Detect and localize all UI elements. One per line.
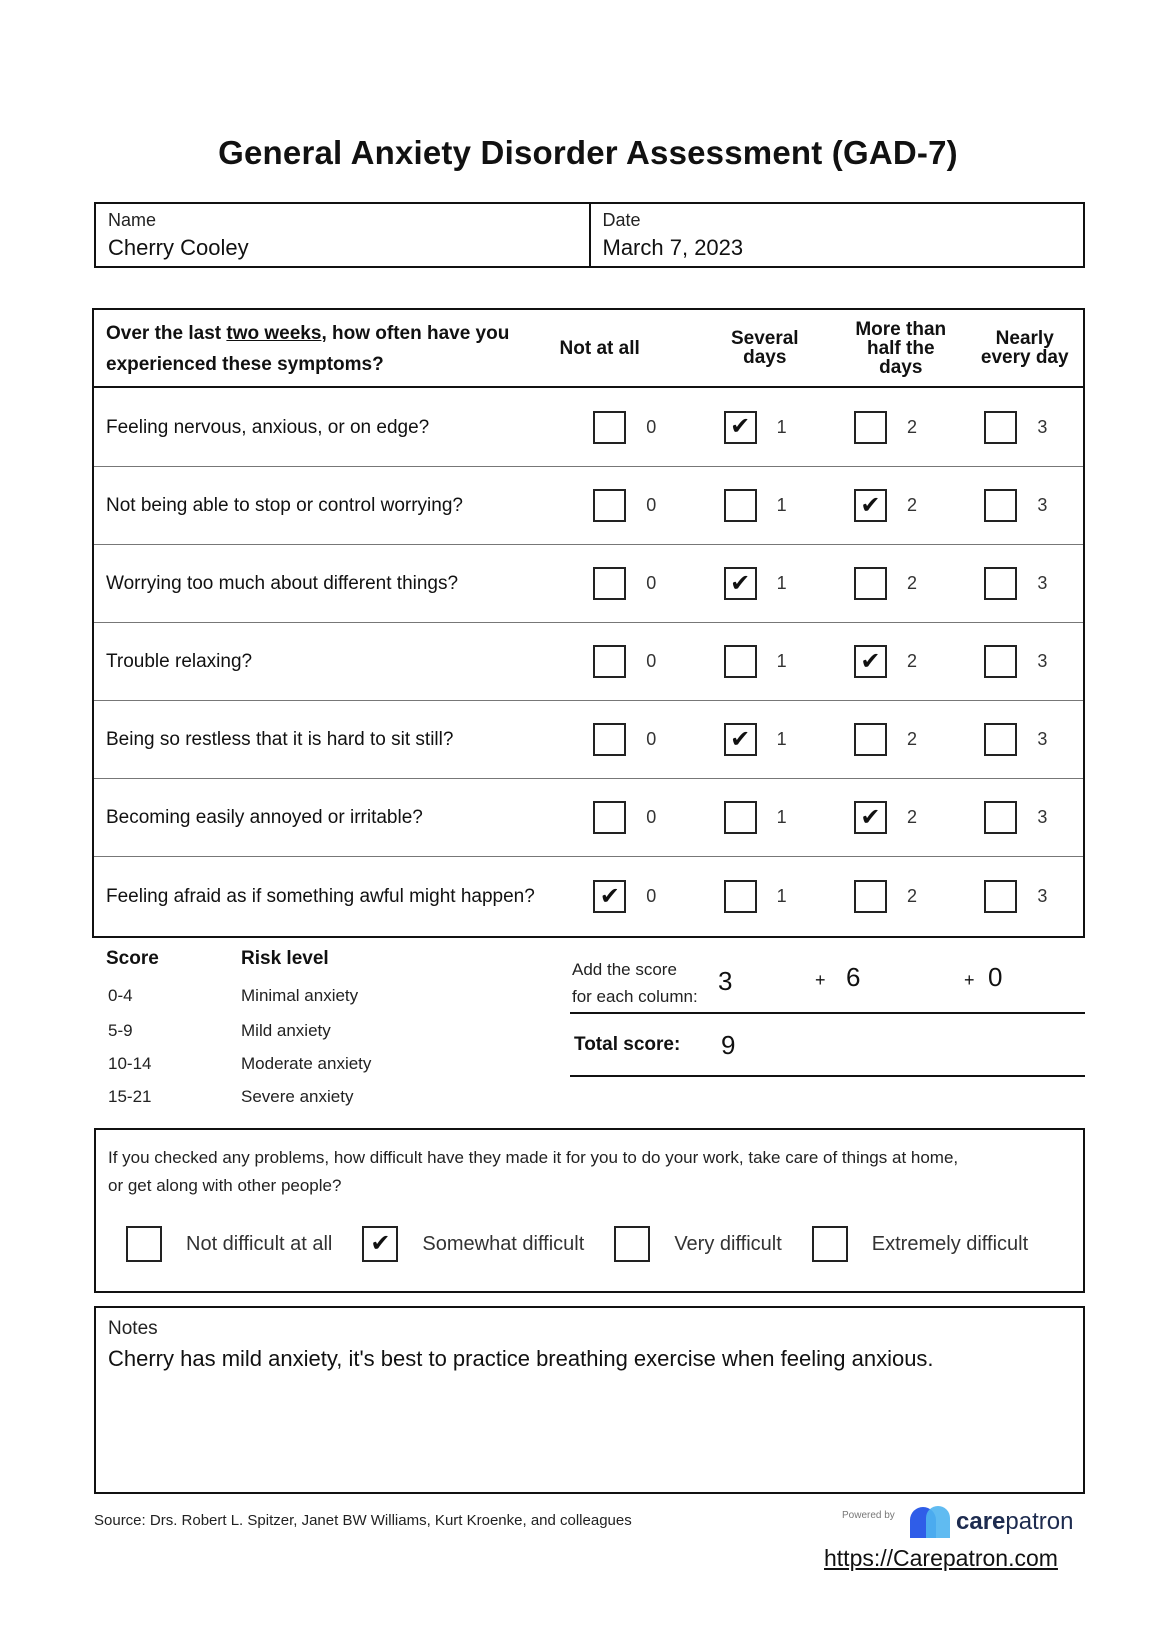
- answer-option[interactable]: [953, 467, 1083, 544]
- date-label: Date: [602, 210, 641, 230]
- brand-regular: patron: [1005, 1508, 1074, 1535]
- answer-option[interactable]: [953, 701, 1083, 778]
- risk-level: Mild anxiety: [241, 1021, 331, 1040]
- checkbox[interactable]: [724, 645, 757, 678]
- option-score: 3: [1037, 495, 1048, 515]
- checkbox[interactable]: [854, 411, 887, 444]
- plus-sign: +: [964, 970, 975, 990]
- table-row: [94, 700, 1083, 778]
- date-value: March 7, 2023: [602, 235, 744, 260]
- carepatron-wordmark: [956, 1508, 1073, 1536]
- checked-checkbox[interactable]: [724, 723, 757, 756]
- answer-option[interactable]: [692, 701, 822, 778]
- carepatron-link[interactable]: https://Carepatron.com: [824, 1545, 1058, 1571]
- date-field[interactable]: [589, 204, 1084, 266]
- risk-level: Moderate anxiety: [241, 1054, 372, 1073]
- option-score: 3: [1037, 886, 1048, 906]
- difficulty-option[interactable]: [362, 1226, 584, 1262]
- checked-checkbox[interactable]: [593, 880, 626, 913]
- option-score: 2: [906, 807, 917, 827]
- checkbox[interactable]: [593, 567, 626, 600]
- answer-option[interactable]: [822, 623, 952, 700]
- brand-bold: care: [956, 1508, 1006, 1535]
- score-range: 0-4: [108, 986, 133, 1005]
- checkbox[interactable]: [984, 801, 1017, 834]
- option-score: 0: [646, 573, 657, 593]
- question-text: Feeling nervous, anxious, or on edge?: [106, 416, 430, 438]
- checkmark-icon: ✔: [860, 491, 881, 519]
- answer-option[interactable]: [822, 779, 952, 856]
- answer-option[interactable]: [822, 701, 952, 778]
- difficulty-option-label: Very difficult: [674, 1232, 782, 1255]
- score-header: Score: [106, 948, 159, 969]
- notes-label: Notes: [108, 1318, 158, 1339]
- question-text: Not being able to stop or control worrying?: [106, 495, 463, 516]
- risk-level: Minimal anxiety: [241, 986, 359, 1005]
- checked-checkbox[interactable]: [854, 801, 887, 834]
- answer-option[interactable]: [953, 388, 1083, 466]
- question-text: Trouble relaxing?: [106, 651, 253, 672]
- source-citation: Source: Drs. Robert L. Spitzer, Janet BW Williams, Kurt Kroenke, and colleagues: [94, 1512, 632, 1529]
- answer-option[interactable]: [562, 388, 692, 466]
- table-row: [94, 778, 1083, 856]
- table-header: [94, 310, 1083, 388]
- score-range: 15-21: [108, 1087, 152, 1106]
- question-text: Becoming easily annoyed or irritable?: [106, 807, 423, 828]
- answer-option[interactable]: [692, 857, 822, 936]
- option-score: 2: [906, 573, 917, 593]
- checkbox[interactable]: [984, 567, 1017, 600]
- powered-by-label: Powered by: [842, 1510, 895, 1521]
- checkbox[interactable]: [812, 1226, 848, 1262]
- checked-checkbox[interactable]: [854, 645, 887, 678]
- checkbox[interactable]: [614, 1226, 650, 1262]
- col-header-several-days: Several days: [730, 328, 799, 368]
- name-field[interactable]: [96, 204, 589, 266]
- answer-option[interactable]: [562, 467, 692, 544]
- option-score: 3: [1037, 651, 1048, 671]
- option-score: 3: [1037, 807, 1048, 827]
- score-range: 5-9: [108, 1021, 133, 1040]
- checkbox[interactable]: [984, 489, 1017, 522]
- answer-option[interactable]: [692, 779, 822, 856]
- question-text: Worrying too much about different things?: [106, 573, 459, 594]
- notes-text[interactable]: Cherry has mild anxiety, it's best to practice breathing exercise when feeling anxious.: [108, 1346, 934, 1371]
- checkbox[interactable]: [593, 801, 626, 834]
- checkmark-icon: ✔: [599, 882, 620, 910]
- patient-info: [94, 202, 1085, 268]
- answer-option[interactable]: [692, 467, 822, 544]
- checkmark-icon: ✔: [860, 647, 881, 675]
- answer-option[interactable]: [822, 545, 952, 622]
- option-score: 1: [776, 651, 787, 671]
- option-score: 0: [646, 651, 657, 671]
- prompt-suffix: , how often have you experienced these symptoms?: [106, 323, 510, 375]
- option-score: 0: [646, 416, 657, 437]
- checkbox[interactable]: [593, 489, 626, 522]
- option-score: 2: [906, 729, 917, 749]
- column-sum-3[interactable]: 0: [988, 962, 1003, 992]
- total-score-value[interactable]: 9: [721, 1030, 736, 1060]
- col-header-more-than-half: More than half the days: [855, 318, 947, 378]
- answer-option[interactable]: [822, 467, 952, 544]
- total-score-label: Total score:: [574, 1034, 681, 1055]
- option-score: 3: [1037, 573, 1048, 593]
- checkmark-icon: ✔: [860, 803, 881, 831]
- plus-sign: +: [815, 970, 826, 990]
- checkbox[interactable]: [984, 411, 1017, 444]
- question-prompt: [94, 310, 535, 386]
- checkbox[interactable]: [984, 880, 1017, 913]
- checkmark-icon: ✔: [730, 725, 751, 753]
- checkbox[interactable]: [593, 411, 626, 444]
- carepatron-logo-icon: [906, 1506, 954, 1538]
- option-score: 2: [906, 651, 917, 671]
- answer-option[interactable]: [562, 623, 692, 700]
- option-score: 1: [776, 573, 787, 593]
- difficulty-options: [126, 1226, 1058, 1262]
- answer-option[interactable]: [692, 388, 822, 466]
- checkbox[interactable]: [724, 801, 757, 834]
- answer-option[interactable]: [822, 857, 952, 936]
- option-score: 3: [1037, 729, 1048, 749]
- answer-option[interactable]: [562, 857, 692, 936]
- answer-option[interactable]: [562, 545, 692, 622]
- option-score: 2: [906, 416, 917, 437]
- option-score: 1: [776, 729, 787, 749]
- checkbox[interactable]: [724, 489, 757, 522]
- answer-option[interactable]: [692, 545, 822, 622]
- add-label-line1: Add the score: [572, 960, 677, 979]
- option-score: 1: [776, 886, 787, 906]
- option-score: 0: [646, 495, 657, 515]
- question-text: Being so restless that it is hard to sit still?: [106, 729, 454, 750]
- option-score: 0: [646, 807, 657, 827]
- name-value: Cherry Cooley: [108, 235, 249, 260]
- prompt-prefix: Over the last: [106, 323, 227, 344]
- col-header-not-at-all: Not at all: [559, 337, 640, 359]
- table-body: [94, 388, 1083, 936]
- notes-section[interactable]: [94, 1306, 1085, 1494]
- option-score: 3: [1037, 416, 1048, 437]
- answer-option[interactable]: [953, 779, 1083, 856]
- difficulty-question: [108, 1144, 958, 1200]
- option-score: 0: [646, 886, 657, 906]
- prompt-emphasis: two weeks: [226, 323, 322, 344]
- answer-option[interactable]: [953, 545, 1083, 622]
- checkmark-icon: ✔: [370, 1230, 391, 1257]
- checkbox[interactable]: [724, 880, 757, 913]
- answer-option[interactable]: [822, 388, 952, 466]
- difficulty-question-line1: If you checked any problems, how difficult have they made it for you to do your work, take care of things at home,: [108, 1148, 959, 1167]
- checked-checkbox[interactable]: [724, 567, 757, 600]
- checkbox[interactable]: [984, 645, 1017, 678]
- checkmark-icon: ✔: [730, 413, 751, 440]
- answer-option[interactable]: [692, 623, 822, 700]
- score-range: 10-14: [108, 1054, 152, 1073]
- column-sum-2[interactable]: 6: [846, 962, 861, 992]
- divider: [570, 1075, 1085, 1077]
- add-label-line2: for each column:: [572, 987, 698, 1006]
- checked-checkbox[interactable]: [362, 1226, 398, 1262]
- col-header-nearly-every-day: Nearly every day: [980, 328, 1069, 368]
- add-scores-label: [572, 956, 698, 1010]
- checkbox[interactable]: [126, 1226, 162, 1262]
- difficulty-question-line2: or get along with other people?: [108, 1176, 342, 1195]
- symptom-table: [92, 308, 1085, 938]
- answer-option[interactable]: [562, 701, 692, 778]
- difficulty-option[interactable]: [126, 1226, 332, 1262]
- answer-option[interactable]: [953, 623, 1083, 700]
- option-score: 1: [776, 495, 787, 515]
- risk-level: Severe anxiety: [241, 1087, 354, 1106]
- checkbox[interactable]: [984, 723, 1017, 756]
- option-score: 2: [906, 886, 917, 906]
- column-sum-1[interactable]: 3: [718, 966, 733, 996]
- option-score: 1: [776, 416, 787, 437]
- answer-option[interactable]: [953, 857, 1083, 936]
- option-score: 1: [776, 807, 787, 827]
- difficulty-option-label: Extremely difficult: [871, 1232, 1029, 1255]
- risk-header: Risk level: [241, 948, 329, 969]
- table-row: [94, 622, 1083, 700]
- option-score: 0: [646, 729, 657, 749]
- page-title: General Anxiety Disorder Assessment (GAD-7): [218, 134, 958, 171]
- checked-checkbox[interactable]: [724, 411, 757, 444]
- table-row: [94, 466, 1083, 544]
- name-label: Name: [108, 210, 157, 230]
- difficulty-option-label: Somewhat difficult: [422, 1232, 585, 1255]
- option-score: 2: [906, 495, 917, 515]
- table-row: [94, 856, 1083, 936]
- difficulty-option-label: Not difficult at all: [186, 1232, 333, 1255]
- checkbox[interactable]: [593, 723, 626, 756]
- question-text: Feeling afraid as if something awful might happen?: [106, 886, 535, 907]
- answer-option[interactable]: [562, 779, 692, 856]
- checkbox[interactable]: [854, 723, 887, 756]
- checkbox[interactable]: [854, 567, 887, 600]
- checkbox[interactable]: [854, 880, 887, 913]
- difficulty-section: [94, 1128, 1085, 1293]
- table-row: [94, 388, 1083, 466]
- checked-checkbox[interactable]: [854, 489, 887, 522]
- divider: [570, 1012, 1085, 1014]
- difficulty-option[interactable]: [812, 1226, 1028, 1262]
- difficulty-option[interactable]: [614, 1226, 781, 1262]
- table-row: [94, 544, 1083, 622]
- checkbox[interactable]: [593, 645, 626, 678]
- checkmark-icon: ✔: [730, 569, 751, 597]
